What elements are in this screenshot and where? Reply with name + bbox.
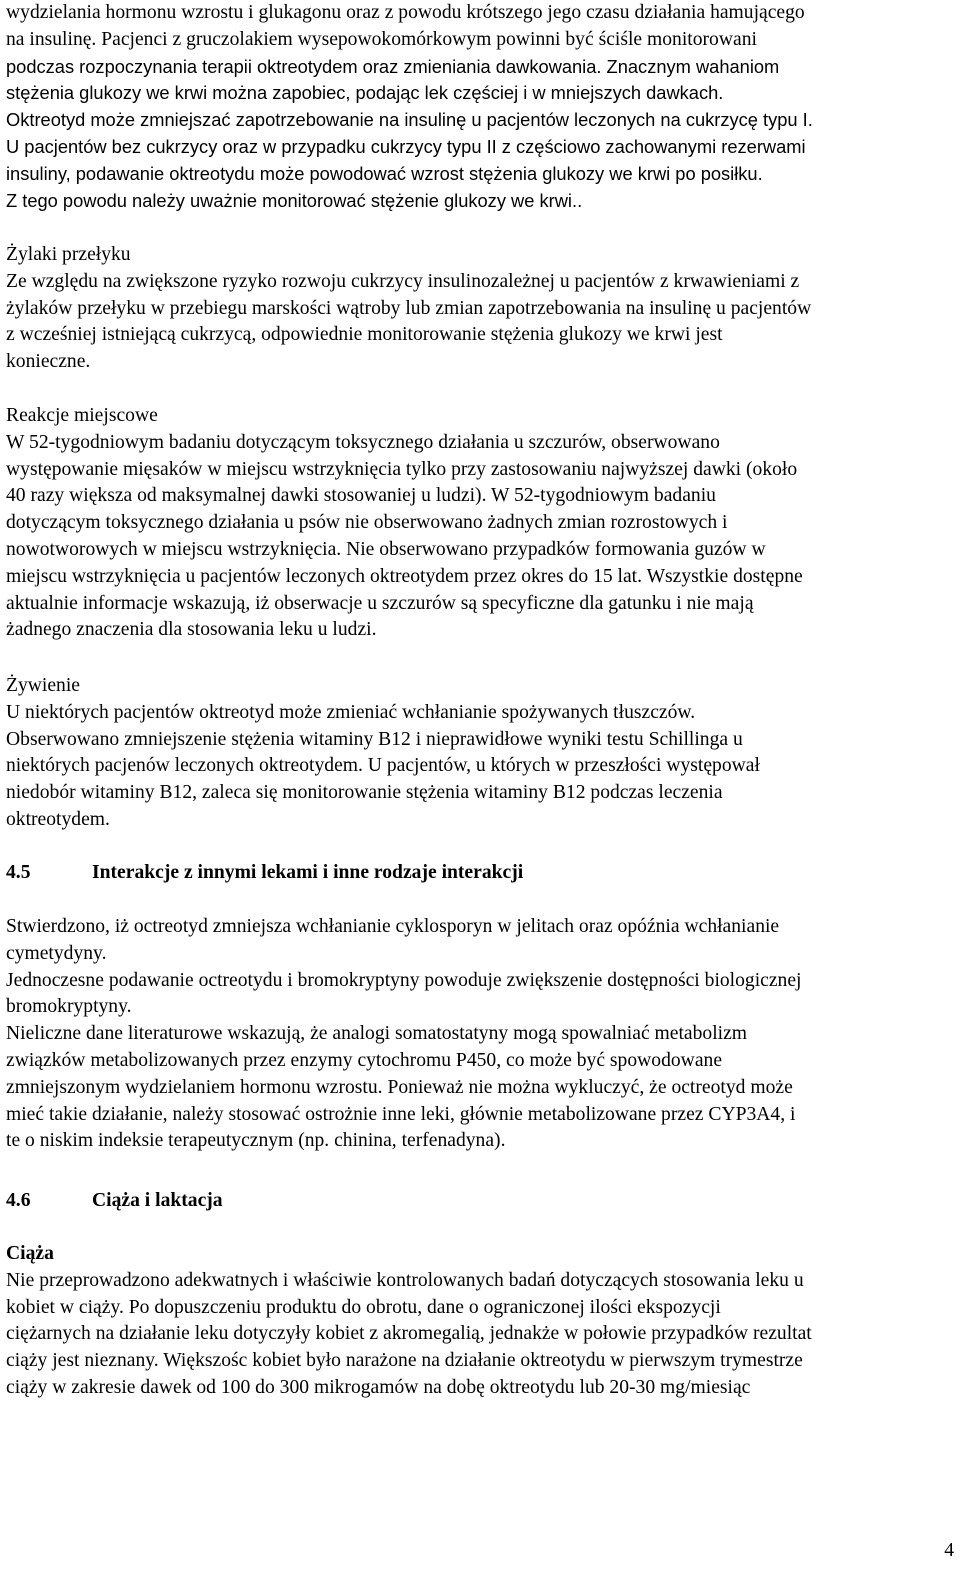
subsection-title: Żylaki przełyku <box>6 244 131 265</box>
text-line: bromokryptyny. <box>6 996 132 1018</box>
text-line: 40 razy większa od maksymalnej dawki stosowaniej u ludzi). W 52-tygodniowym badaniu <box>6 485 716 507</box>
subsection-title: Żywienie <box>6 675 80 696</box>
text-line: insuliny, podawanie oktreotydu może powodować wzrost stężenia glukozy we krwi po posiłku. <box>6 162 763 184</box>
text-line: żylaków przełyku w przebiegu marskości wątroby lub zmian zapotrzebowania na insulinę u pacjentów <box>6 297 812 319</box>
intro-paragraph <box>6 0 954 214</box>
text-line: wydzielania hormonu wzrostu i glukagonu oraz z powodu krótszego jego czasu działania hamującego <box>6 2 805 23</box>
text-line: mieć takie działanie, należy stosować ostrożnie inne leki, głównie metabolizowane przez CYP3A4, i <box>6 1103 796 1125</box>
zylaki-section <box>6 242 954 376</box>
zywienie-section <box>6 673 954 834</box>
text-line: aktualnie informacje wskazują, iż obserwacje u szczurów są specyficzne dla gatunku i nie mają <box>6 592 754 614</box>
text-line: Z tego powodu należy uważnie monitorować stężenie glukozy we krwi.. <box>6 189 583 211</box>
text-line: cymetydyny. <box>6 942 107 964</box>
text-line: Stwierdzono, iż octreotyd zmniejsza wchłanianie cyklosporyn w jelitach oraz opóźnia wchłanianie <box>6 916 780 937</box>
text-line: ciąży jest nieznany. Większośc kobiet było narażone na działanie oktreotydu w pierwszym trymestrze <box>6 1350 803 1372</box>
text-line: ciąży w zakresie dawek od 100 do 300 mikrogamów na dobę oktreotydu lub 20-30 mg/miesiąc <box>6 1376 751 1398</box>
section-number: 4.5 <box>6 862 31 883</box>
text-line: stężenia glukozy we krwi można zapobiec, podając lek częściej i w mniejszych dawkach. <box>6 82 724 104</box>
text-line: W 52-tygodniowym badaniu dotyczącym toksycznego działania u szczurów, obserwowano <box>6 431 720 453</box>
subsection-title: Reakcje miejscowe <box>6 405 158 426</box>
section-title: Interakcje z innymi lekami i inne rodzaje interakcji <box>92 862 524 883</box>
text-line: Jednoczesne podawanie octreotydu i bromokryptyny powoduje zwiększenie dostępności biologicznej <box>6 969 802 991</box>
text-line: związków metabolizowanych przez enzymy cytochromu P450, co może być spowodowane <box>6 1049 723 1071</box>
text-line: oktreotydem. <box>6 808 110 830</box>
text-line: zmniejszonym wydzielaniem hormonu wzrostu. Ponieważ nie można wykluczyć, że octreotyd może <box>6 1076 793 1098</box>
text-line: podczas rozpoczynania terapii oktreotydem oraz zmieniania dawkowania. Znacznym wahaniom <box>6 55 780 77</box>
subsection-title: Ciąża <box>6 1243 54 1264</box>
text-line: U niektórych pacjentów oktreotyd może zmieniać wchłanianie spożywanych tłuszczów. <box>6 701 696 723</box>
reakcje-section <box>6 403 954 644</box>
section-4-6-heading <box>6 1188 954 1215</box>
ciaza-section <box>6 1241 954 1402</box>
text-line: na insulinę. Pacjenci z gruczolakiem wysepowokomórkowym powinni być ściśle monitorowani <box>6 28 757 50</box>
section-number: 4.6 <box>6 1190 31 1211</box>
section-4-5-body <box>6 914 954 1155</box>
text-line: występowanie mięsaków w miejscu wstrzyknięcia tylko przy zastosowaniu najwyższej dawki (około <box>6 458 798 480</box>
text-line: nowotworowych w miejscu wstrzyknięcia. Nie obserwowano przypadków formowania guzów w <box>6 538 766 560</box>
text-line: Ze względu na zwiększone ryzyko rozwoju cukrzycy insulinozależnej u pacjentów z krwawieniami z <box>6 270 800 292</box>
text-line: niedobór witaminy B12, zaleca się monitorowanie stężenia witaminy B12 podczas leczenia <box>6 782 723 804</box>
text-line: miejscu wstrzyknięcia u pacjentów leczonych oktreotydem przez okres do 15 lat. Wszystkie dostępne <box>6 565 803 587</box>
text-line: kobiet w ciąży. Po dopuszczeniu produktu do obrotu, dane o ograniczonej ilości ekspozycji <box>6 1296 721 1318</box>
text-line: ciężarnych na działanie leku dotyczyły kobiet z akromegalią, jednakże w połowie przypadków rezultat <box>6 1323 812 1345</box>
text-line: dotyczącym toksycznego działania u psów nie obserwowano żadnych zmian rozrostowych i <box>6 512 728 534</box>
text-line: Oktreotyd może zmniejszać zapotrzebowanie na insulinę u pacjentów leczonych na cukrzycę typu I. <box>6 109 813 131</box>
text-line: żadnego znaczenia dla stosowania leku u ludzi. <box>6 619 377 641</box>
section-4-5-heading <box>6 860 954 887</box>
text-line: konieczne. <box>6 351 91 373</box>
text-line: Obserwowano zmniejszenie stężenia witaminy B12 i nieprawidłowe wyniki testu Schillinga u <box>6 728 743 750</box>
text-line: z wcześniej istniejącą cukrzycą, odpowiednie monitorowanie stężenia glukozy we krwi jest <box>6 324 723 346</box>
text-line: te o niskim indeksie terapeutycznym (np. chinina, terfenadyna). <box>6 1130 506 1152</box>
section-title: Ciąża i laktacja <box>92 1190 223 1211</box>
text-line: niektórych pacjenów leczonych oktreotydem. U pacjentów, u których w przeszłości występował <box>6 755 760 777</box>
text-line: Nieliczne dane literaturowe wskazują, że analogi somatostatyny mogą spowalniać metabolizm <box>6 1023 748 1045</box>
text-line: Nie przeprowadzono adekwatnych i właściwie kontrolowanych badań dotyczących stosowania leku u <box>6 1269 804 1291</box>
page-number: 4 <box>944 1540 954 1561</box>
text-line: U pacjentów bez cukrzycy oraz w przypadku cukrzycy typu II z częściowo zachowanymi rezerwami <box>6 135 806 157</box>
